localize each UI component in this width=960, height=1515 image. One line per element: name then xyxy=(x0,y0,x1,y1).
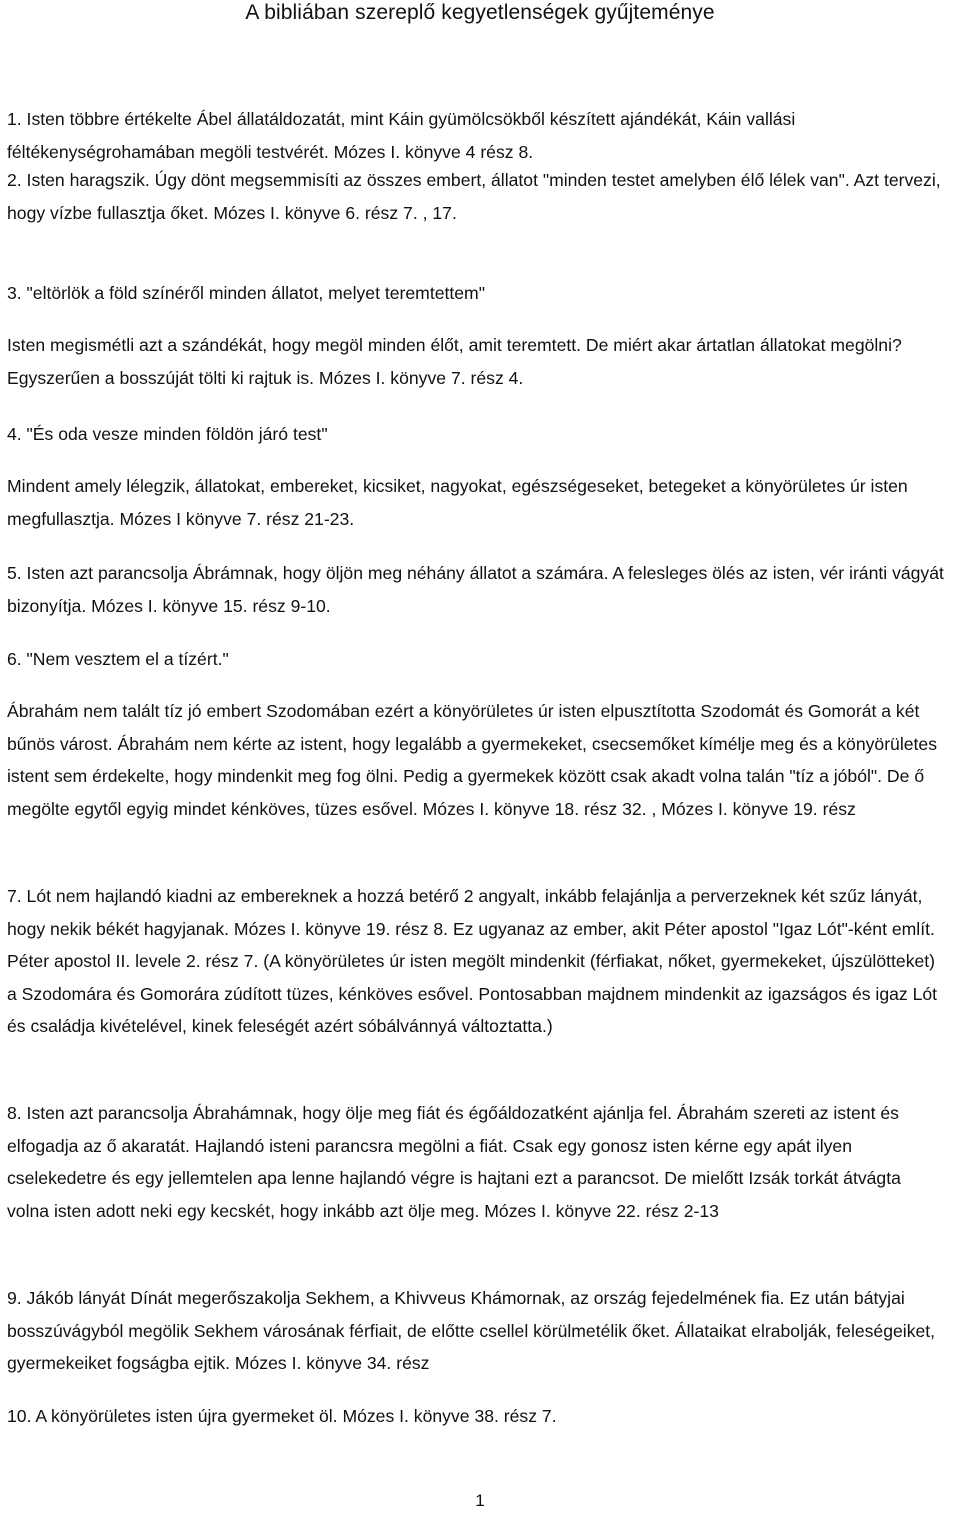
paragraph-4: Isten megismétli azt a szándékát, hogy megöl minden élőt, amit teremtett. De miért akar ártatlan állatokat megölni? Egyszerűen a bosszúját tölti ki rajtuk is. Mózes I. könyve 7. rész 4. xyxy=(7,335,902,388)
paragraph-12: 9. Jákób lányát Dínát megerőszakolja Sekhem, a Khivveus Khámornak, az ország fejedelmének fia. Ez után bátyjai bosszúvágyból megölik Sekhem városának férfiait, de előtte csellel körülmetélik őket. Állataikat elrabolják, feleségeiket, gyermekeiket fogságba ejtik. Mózes I. könyve 34. rész xyxy=(7,1288,936,1374)
paragraph-6: Mindent amely lélegzik, állatokat, embereket, kicsiket, nagyokat, egészségeseket, betegeket a könyörületes úr isten megfullasztja. Mózes I könyve 7. rész 21-23. xyxy=(7,476,908,529)
page-number: 1 xyxy=(475,1491,485,1510)
paragraph-5: 4. "És oda vesze minden földön járó test" xyxy=(7,424,328,444)
paragraph-13: 10. A könyörületes isten újra gyermeket öl. Mózes I. könyve 38. rész 7. xyxy=(7,1406,557,1426)
paragraph-9: Ábrahám nem talált tíz jó embert Szodomában ezért a könyörületes úr isten elpusztította Szodomát és Gomorát a két bűnös várost. Ábrahám nem kérte az istent, hogy legalább a gyermekeket, csecsemőket kímélje meg és a könyörületes istent sem érdekelte, hogy mindenkit meg fog ölni. Pedig a gyermekek között csak akadt volna talán "tíz a jóból". De ő megölte egytől egyig mindet kénköves, tüzes esővel. Mózes I. könyve 18. rész 32. , Mózes I. könyve 19. rész xyxy=(7,701,938,819)
paragraph-2: 2. Isten haragszik. Úgy dönt megsemmisíti az összes embert, állatot "minden testet amelyben élő lélek van". Azt tervezi, hogy vízbe fullasztja őket. Mózes I. könyve 6. rész 7. , 17. xyxy=(7,170,941,223)
paragraph-1: 1. Isten többre értékelte Ábel állatáldozatát, mint Káin gyümölcsökből készített ajándékát, Káin vallási féltékenységrohamában megöli testvérét. Mózes I. könyve 4 rész 8. xyxy=(7,109,796,162)
paragraph-3: 3. "eltörlök a föld színéről minden állatot, melyet teremtettem" xyxy=(7,283,485,303)
paragraph-10: 7. Lót nem hajlandó kiadni az embereknek a hozzá betérő 2 angyalt, inkább felajánlja a perverzeknek két szűz lányát, hogy nekik békét hagyjanak. Mózes I. könyve 19. rész 8. Ez ugyanaz az ember, akit Péter apostol "Igaz Lót"-ként említ. Péter apostol II. levele 2. rész 7. (A könyörületes úr isten megölt mindenkit (férfiakat, nőket, gyermekeket, újszülötteket) a Szodomára és Gomorára zúdított tüzes, kénköves esővel. Pontosabban majdnem mindenkit az igazságos és igaz Lót és családja kivételével, kinek feleségét azért sóbálvánnyá változtatta.) xyxy=(7,886,938,1037)
document-title: A bibliában szereplő kegyetlenségek gyűjteménye xyxy=(245,1,715,24)
paragraph-7: 5. Isten azt parancsolja Ábrámnak, hogy öljön meg néhány állatot a számára. A felesleges ölés az isten, vér iránti vágyát bizonyítja. Mózes I. könyve 15. rész 9-10. xyxy=(7,563,944,616)
paragraph-8: 6. "Nem vesztem el a tízért." xyxy=(7,649,229,669)
paragraph-11: 8. Isten azt parancsolja Ábrahámnak, hogy ölje meg fiát és égőáldozatként ajánlja fel. Ábrahám szereti az istent és elfogadja az ő akaratát. Hajlandó isteni parancsra megölni a fiát. Csak egy gonosz isten kérne egy apát ilyen cselekedetre és egy jellemtelen apa lenne hajlandó végre is hajtani ezt a parancsot. De mielőtt Izsák torkát átvágta volna isten adott neki egy kecskét, hogy inkább azt ölje meg. Mózes I. könyve 22. rész 2-13 xyxy=(7,1103,901,1221)
